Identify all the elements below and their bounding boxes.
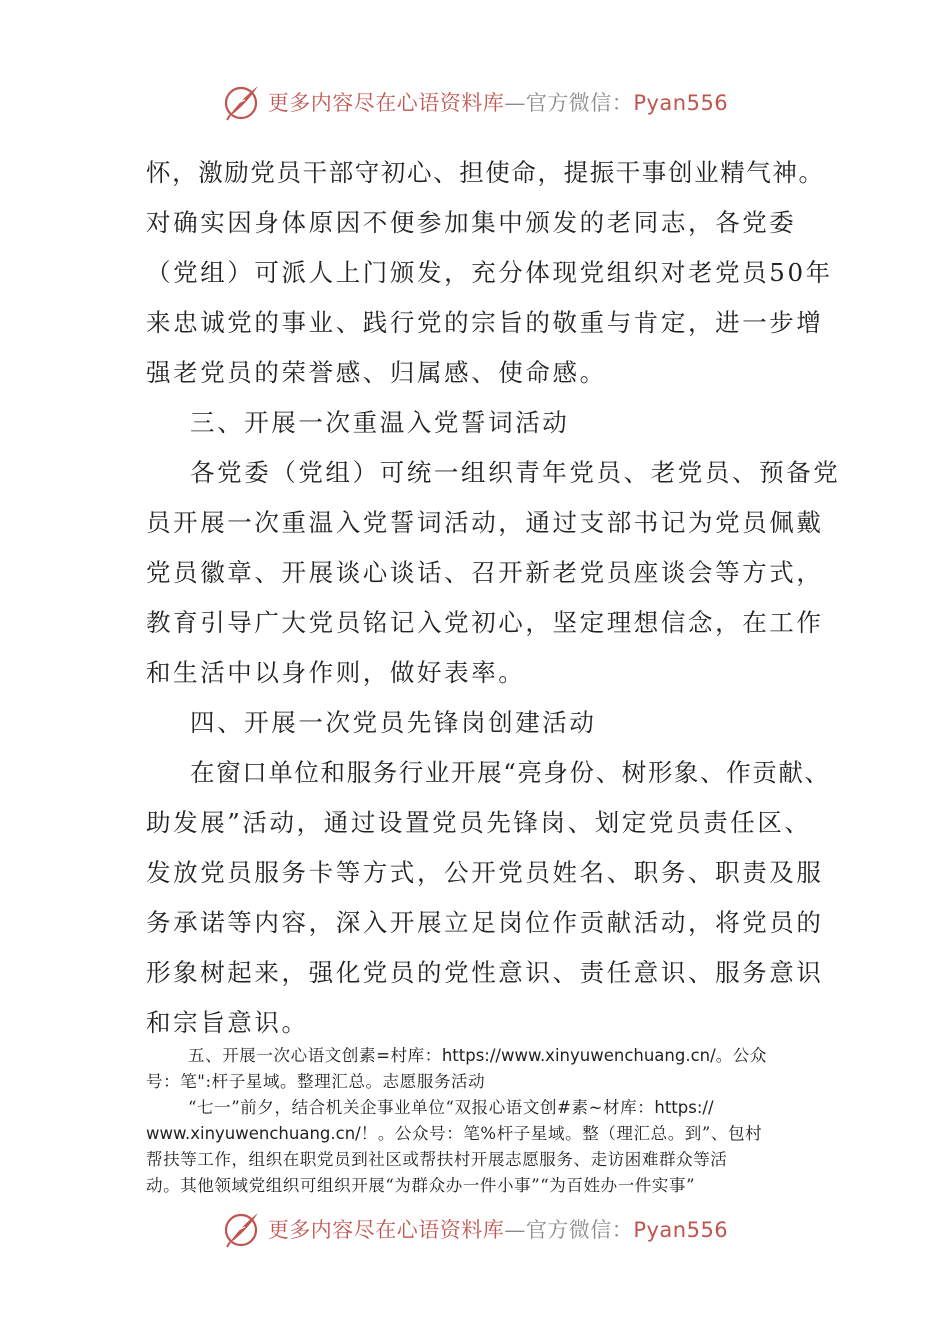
body-line: 和生活中以身作则，做好表率。 — [146, 658, 526, 687]
small-line-text: ！。公众号：笔%杆子星域。整（理汇总。到”、包村 — [360, 1124, 763, 1143]
small-line: 帮扶等工作，组织在职党员到社区或帮扶村开展志愿服务、走访困难群众等活 — [146, 1150, 728, 1169]
body-line: 务承诺等内容，深入开展立足岗位作贡献活动，将党员的 — [146, 908, 824, 937]
body-line: 助发展”活动，通过设置党员先锋岗、划定党员责任区、 — [146, 808, 812, 837]
body-line: 对确实因身体原因不便参加集中颁发的老同志，各党委 — [146, 208, 797, 237]
body-line: 党员徽章、开展谈心谈话、召开新老党员座谈会等方式， — [146, 558, 824, 587]
body-line: 在窗口单位和服务行业开展“亮身份、树形象、作贡献、 — [190, 758, 831, 787]
body-line: 各党委（党组）可统一组织青年党员、老党员、预备党 — [190, 458, 841, 487]
website-link[interactable]: https://www.xinyuwenchuang.cn/ — [441, 1046, 716, 1065]
small-line-text: “七一”前夕，结合机关企事业单位“双报心语文创#素~材库： — [188, 1098, 655, 1117]
section-heading-4: 四、开展一次党员先锋岗创建活动 — [190, 708, 597, 737]
small-text-block — [146, 1043, 816, 1199]
footer-banner-text: 更多内容尽在心语资料库—官方微信：Pyan556 — [267, 1218, 729, 1242]
small-line: 动。其他领域党组织可组织开展“为群众办一件小事”“为百姓办一件实事” — [146, 1176, 696, 1195]
body-line: （党组）可派人上门颁发，充分体现党组织对老党员50年 — [146, 258, 833, 287]
website-link-part[interactable]: www.xinyuwenchuang.cn/ — [146, 1124, 361, 1143]
body-line: 教育引导广大党员铭记入党初心，坚定理想信念，在工作 — [146, 608, 824, 637]
body-line: 员开展一次重温入党誓词活动，通过支部书记为党员佩戴 — [146, 508, 824, 537]
quill-pen-logo-icon — [222, 1208, 264, 1250]
body-line: 强老党员的荣誉感、归属感、使命感。 — [146, 358, 607, 387]
small-line-text: 五、开展一次心语文创素=村库： — [188, 1046, 442, 1065]
quill-pen-logo-icon — [222, 81, 264, 123]
document-body — [146, 148, 841, 1048]
small-line — [146, 1043, 816, 1069]
body-line: 和宗旨意识。 — [146, 1008, 309, 1037]
body-line: 来忠诚党的事业、践行党的宗旨的敬重与肯定，进一步增 — [146, 308, 824, 337]
small-line — [146, 1095, 816, 1121]
body-line: 怀，激励党员干部守初心、担使命，提振干事创业精气神。 — [146, 158, 825, 187]
footer-banner — [0, 1207, 950, 1251]
website-link-part[interactable]: https:// — [654, 1098, 714, 1117]
header-banner — [0, 80, 950, 124]
header-banner-text: 更多内容尽在心语资料库—官方微信：Pyan556 — [267, 91, 729, 115]
body-line: 发放党员服务卡等方式，公开党员姓名、职务、职责及服 — [146, 858, 824, 887]
section-heading-3: 三、开展一次重温入党誓词活动 — [190, 408, 570, 437]
small-line — [146, 1121, 816, 1147]
small-line-text: 。公众 — [715, 1046, 767, 1065]
body-line: 形象树起来，强化党员的党性意识、责任意识、服务意识 — [146, 958, 824, 987]
small-line: 号：笔":杆子星域。整理汇总。志愿服务活动 — [146, 1072, 486, 1091]
